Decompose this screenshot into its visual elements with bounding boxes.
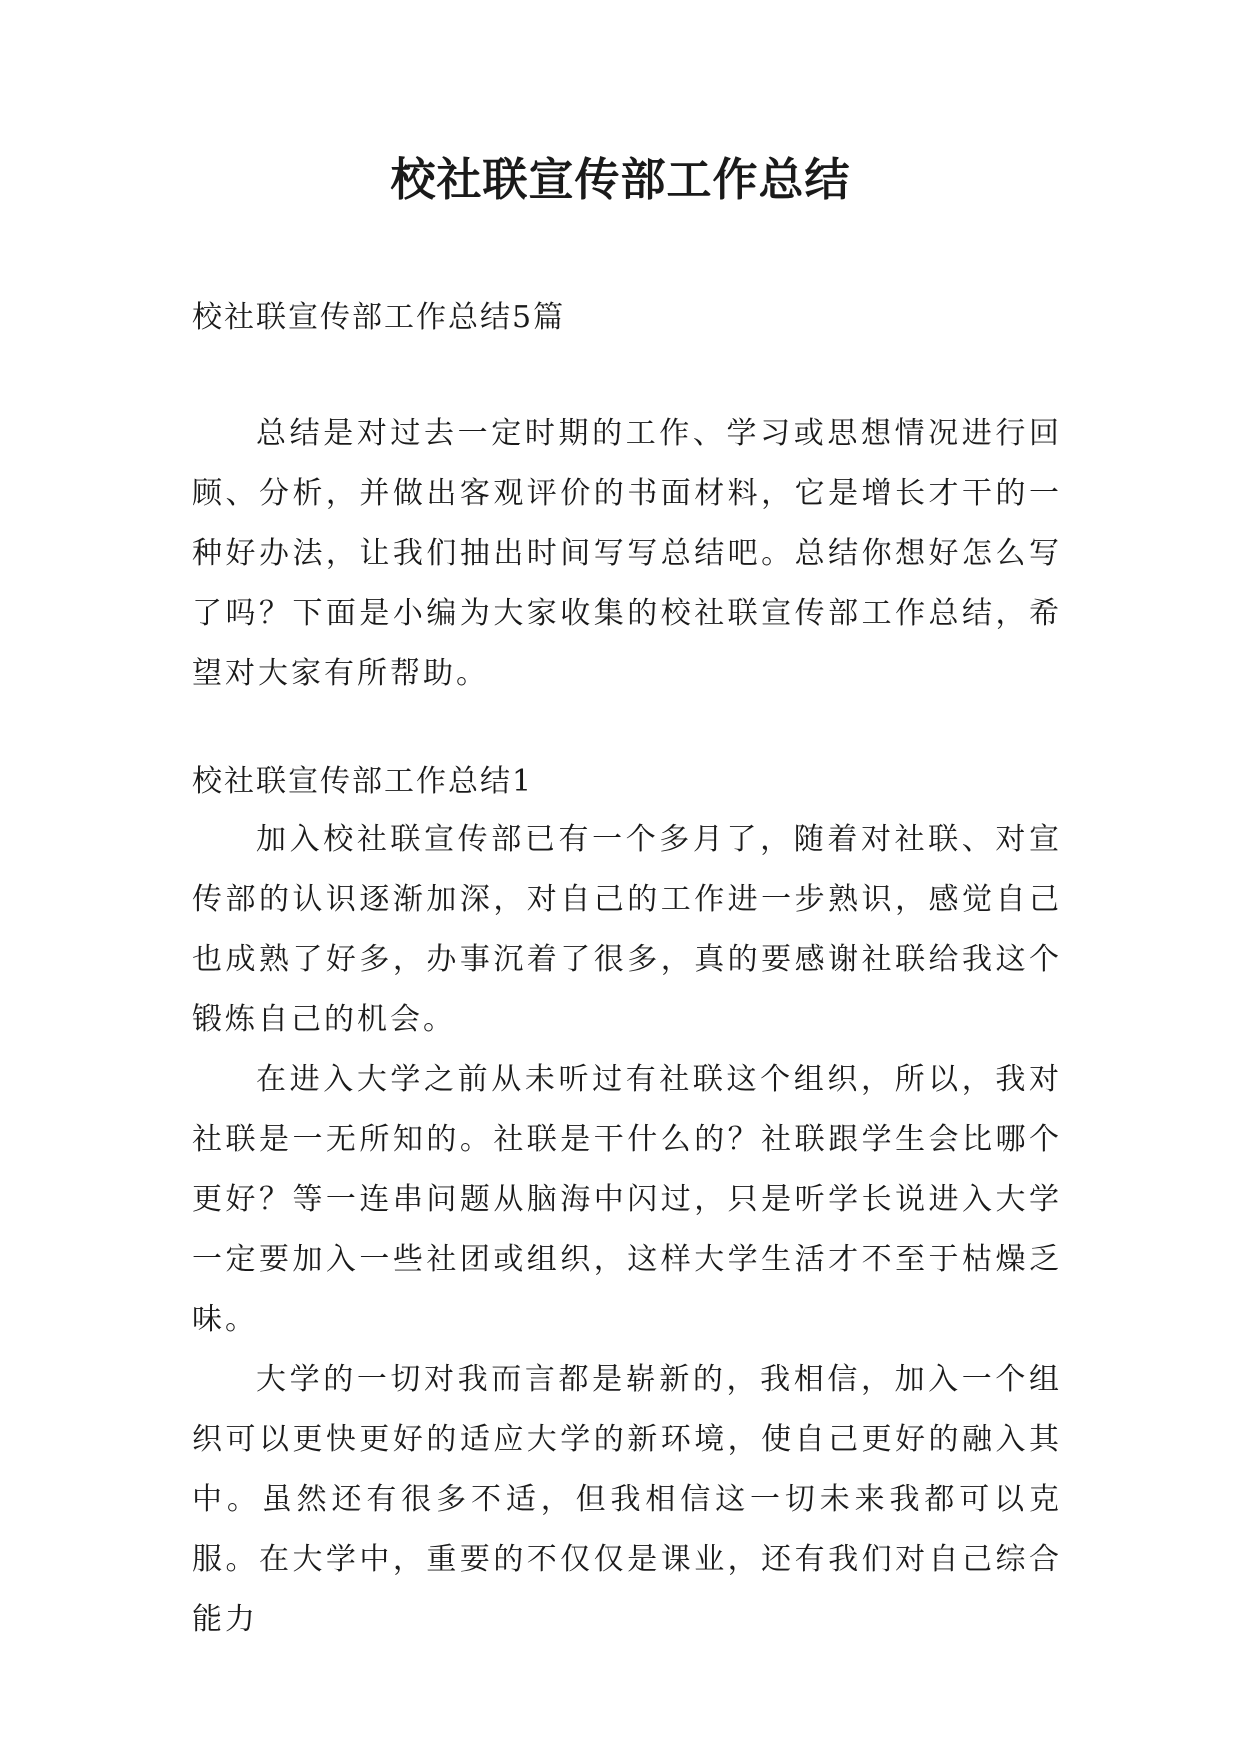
section-1-body [192,810,1062,1650]
document-subtitle: 校社联宣传部工作总结5篇 [192,300,566,335]
document-title: 校社联宣传部工作总结 [390,153,851,206]
section-1-paragraph: 大学的一切对我而言都是崭新的，我相信，加入一个组织可以更快更好的适应大学的新环境，使自己更好的融入其中。虽然还有很多不适，但我相信这一切未来我都可以克服。在大学中，重要的不仅仅是课业，还有我们对自己综合能力 [192,1362,1062,1637]
section-1-paragraph: 加入校社联宣传部已有一个多月了，随着对社联、对宣传部的认识逐渐加深，对自己的工作进一步熟识，感觉自己也成熟了好多，办事沉着了很多，真的要感谢社联给我这个锻炼自己的机会。 [192,822,1062,1037]
section-1-heading: 校社联宣传部工作总结1 [192,764,534,799]
section-1-paragraph: 在进入大学之前从未听过有社联这个组织，所以，我对社联是一无所知的。社联是干什么的？社联跟学生会比哪个更好？等一连串问题从脑海中闪过，只是听学长说进入大学一定要加入一些社团或组织，这样大学生活才不至于枯燥乏味。 [192,1062,1062,1337]
intro-paragraph: 总结是对过去一定时期的工作、学习或思想情况进行回顾、分析，并做出客观评价的书面材料，它是增长才干的一种好办法，让我们抽出时间写写总结吧。总结你想好怎么写了吗？下面是小编为大家收集的校社联宣传部工作总结，希望对大家有所帮助。 [192,416,1062,691]
